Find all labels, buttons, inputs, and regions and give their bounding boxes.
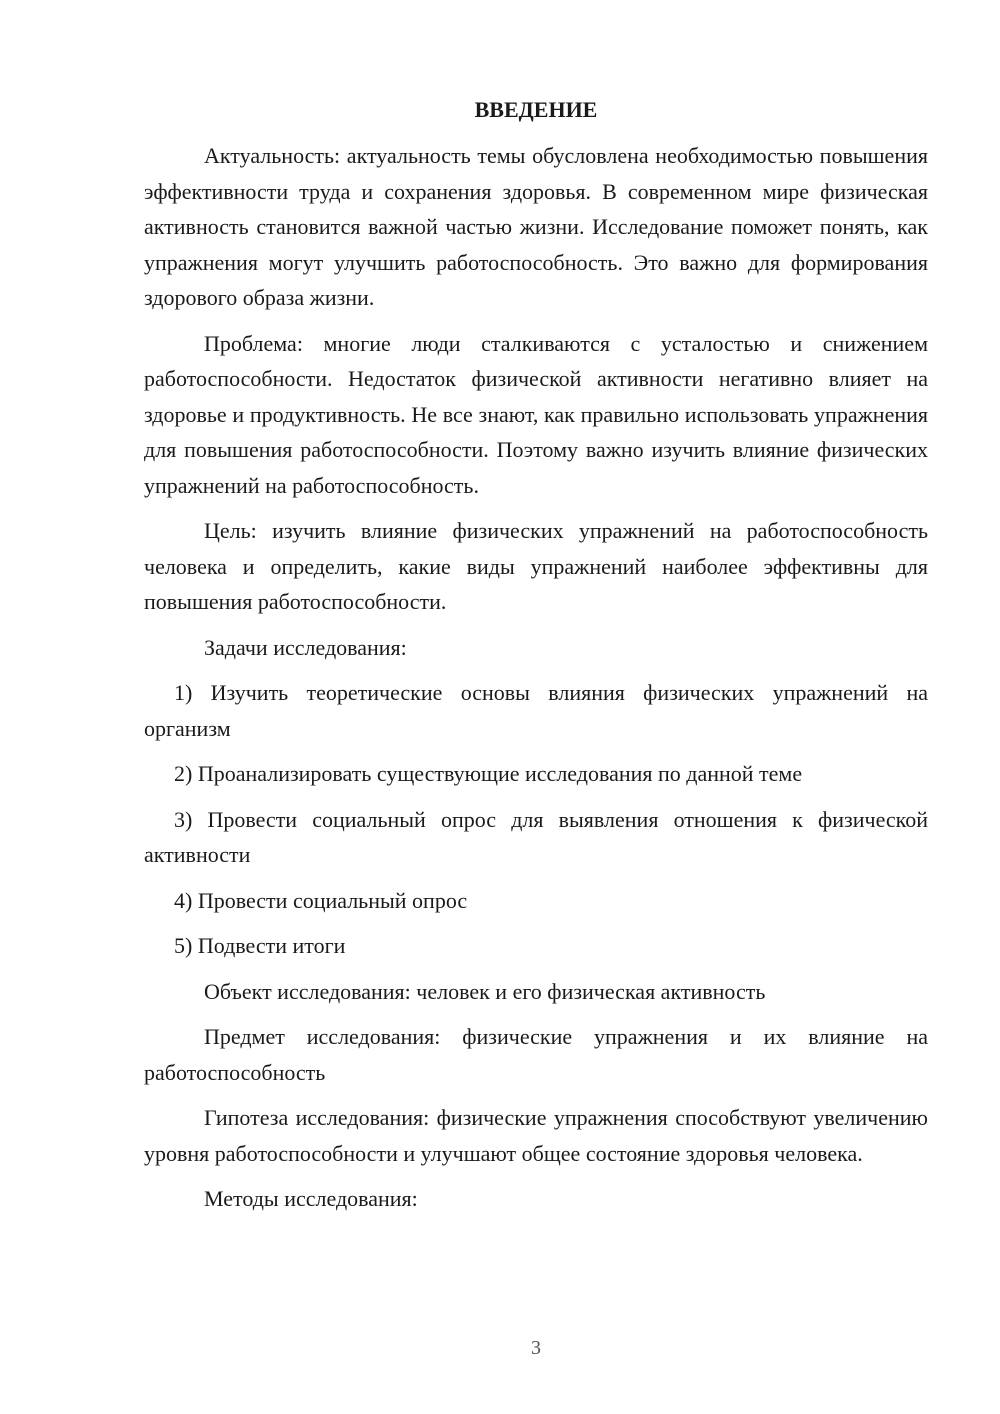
document-body [144, 92, 928, 1227]
task-item: 2) Проанализировать существующие исследования по данной теме [174, 761, 803, 786]
hypothesis-paragraph: Гипотеза исследования: физические упражнения способствуют увеличению уровня работоспособности и улучшают общее состояние здоровья человека. [144, 1105, 928, 1166]
methods-paragraph: Методы исследования: [204, 1186, 418, 1211]
task-item: 1) Изучить теоретические основы влияния физических упражнений на организм [144, 680, 928, 741]
tasks-heading: Задачи исследования: [204, 634, 407, 660]
subject-paragraph: Предмет исследования: физические упражнения и их влияние на работоспособность [144, 1024, 928, 1085]
problem-paragraph: Проблема: многие люди сталкиваются с усталостью и снижением работоспособности. Недостаток физической активности негативно влияет на здоровье и продуктивность. Не все знают, как правильно использовать упражнения для повышения работоспособности. Поэтому важно изучить влияние физических упражнений на работоспособность. [144, 330, 928, 498]
goal-paragraph: Цель: изучить влияние физических упражнений на работоспособность человека и определить, какие виды упражнений наиболее эффективны для повышения работоспособности. [144, 518, 928, 614]
task-item: 5) Подвести итоги [174, 933, 346, 958]
object-paragraph: Объект исследования: человек и его физическая активность [204, 978, 766, 1004]
task-item: 4) Провести социальный опрос [174, 887, 468, 913]
page-number: 3 [531, 1337, 541, 1359]
task-item: 3) Провести социальный опрос для выявления отношения к физической активности [144, 806, 928, 867]
section-title: ВВЕДЕНИЕ [474, 97, 598, 122]
relevance-paragraph: Актуальность: актуальность темы обусловлена необходимостью повышения эффективности труда и сохранения здоровья. В современном мире физическая активность становится важной частью жизни. Исследование поможет понять, как упражнения могут улучшить работоспособность. Это важно для формирования здорового образа жизни. [144, 143, 928, 310]
